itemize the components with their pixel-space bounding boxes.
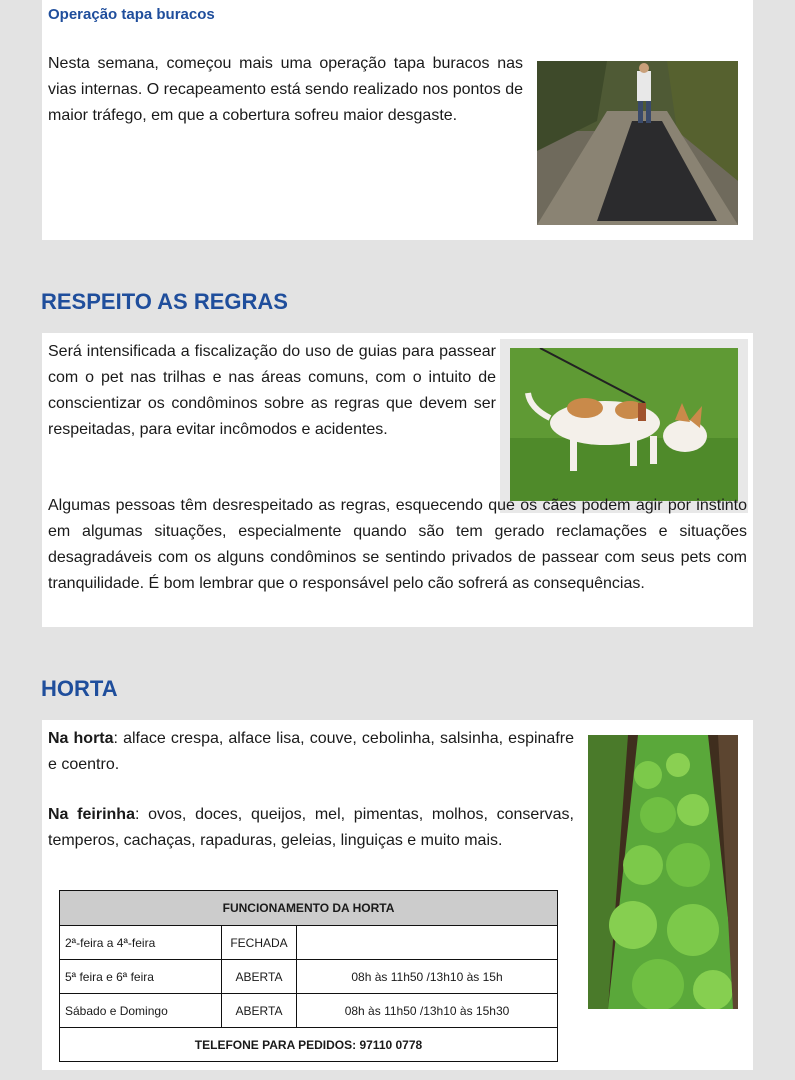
table-row	[60, 926, 558, 960]
row-hours: 08h às 11h50 /13h10 às 15h	[297, 960, 558, 994]
table-row	[60, 994, 558, 1028]
na-horta-label: Na horta	[48, 730, 114, 747]
horta-card	[42, 720, 753, 1070]
row-status: FECHADA	[222, 926, 297, 960]
table-header: FUNCIONAMENTO DA HORTA	[60, 891, 558, 926]
respeito-paragraph-2	[48, 493, 747, 597]
road-repair-photo	[537, 61, 738, 225]
horta-schedule-table	[59, 890, 558, 1062]
respeito-card	[42, 333, 753, 627]
na-feirinha-paragraph	[48, 802, 574, 854]
row-status: ABERTA	[222, 994, 297, 1028]
operacao-card	[42, 0, 753, 240]
operacao-title: Operação tapa buracos	[48, 6, 215, 23]
vegetable-garden-photo	[588, 735, 738, 1009]
row-hours: 08h às 11h50 /13h10 às 15h30	[297, 994, 558, 1028]
respeito-paragraph-1: Será intensificada a fiscalização do uso de guias para passear com o pet nas trilhas e nas áreas comuns, com o intuito de conscientizar os condôminos sobre as regras que devem ser respeitadas, para evitar incômodos e acidentes.	[48, 343, 496, 438]
na-horta-paragraph	[48, 726, 574, 778]
table-footer-phone: TELEFONE PARA PEDIDOS: 97110 0778	[60, 1028, 558, 1062]
row-hours	[297, 926, 558, 960]
row-status: ABERTA	[222, 960, 297, 994]
na-feirinha-text: : ovos, doces, queijos, mel, pimentas, molhos, conservas, temperos, cachaças, rapaduras, geleias, linguiças e muito mais.	[48, 806, 575, 849]
na-feirinha-label: Na feirinha	[48, 806, 135, 823]
operacao-text: Nesta semana, começou mais uma operação tapa buracos nas vias internas. O recapeamento está sendo realizado nos pontos de maior tráfego, em que a cobertura sofreu maior desgaste.	[48, 55, 523, 124]
respeito-heading: RESPEITO AS REGRAS	[41, 289, 288, 314]
dog-on-leash-photo	[500, 339, 748, 513]
horta-heading: HORTA	[41, 676, 118, 701]
row-day: 2ª-feira a 4ª-feira	[60, 926, 222, 960]
na-horta-text: : alface crespa, alface lisa, couve, cebolinha, salsinha, espinafre e coentro.	[48, 730, 575, 773]
row-day: Sábado e Domingo	[60, 994, 222, 1028]
table-row	[60, 960, 558, 994]
respeito-paragraph-2-text: Algumas pessoas têm desrespeitado as regras, esquecendo que os cães podem agir por instinto em algumas situações, especialmente quando são tem gerado reclamações e situações desagradáveis com os alguns condôminos se sentindo privados de passear com seus pets com tranquilidade. É bom lembrar que o responsável pelo cão sofrerá as consequências.	[48, 497, 747, 592]
row-day: 5ª feira e 6ª feira	[60, 960, 222, 994]
